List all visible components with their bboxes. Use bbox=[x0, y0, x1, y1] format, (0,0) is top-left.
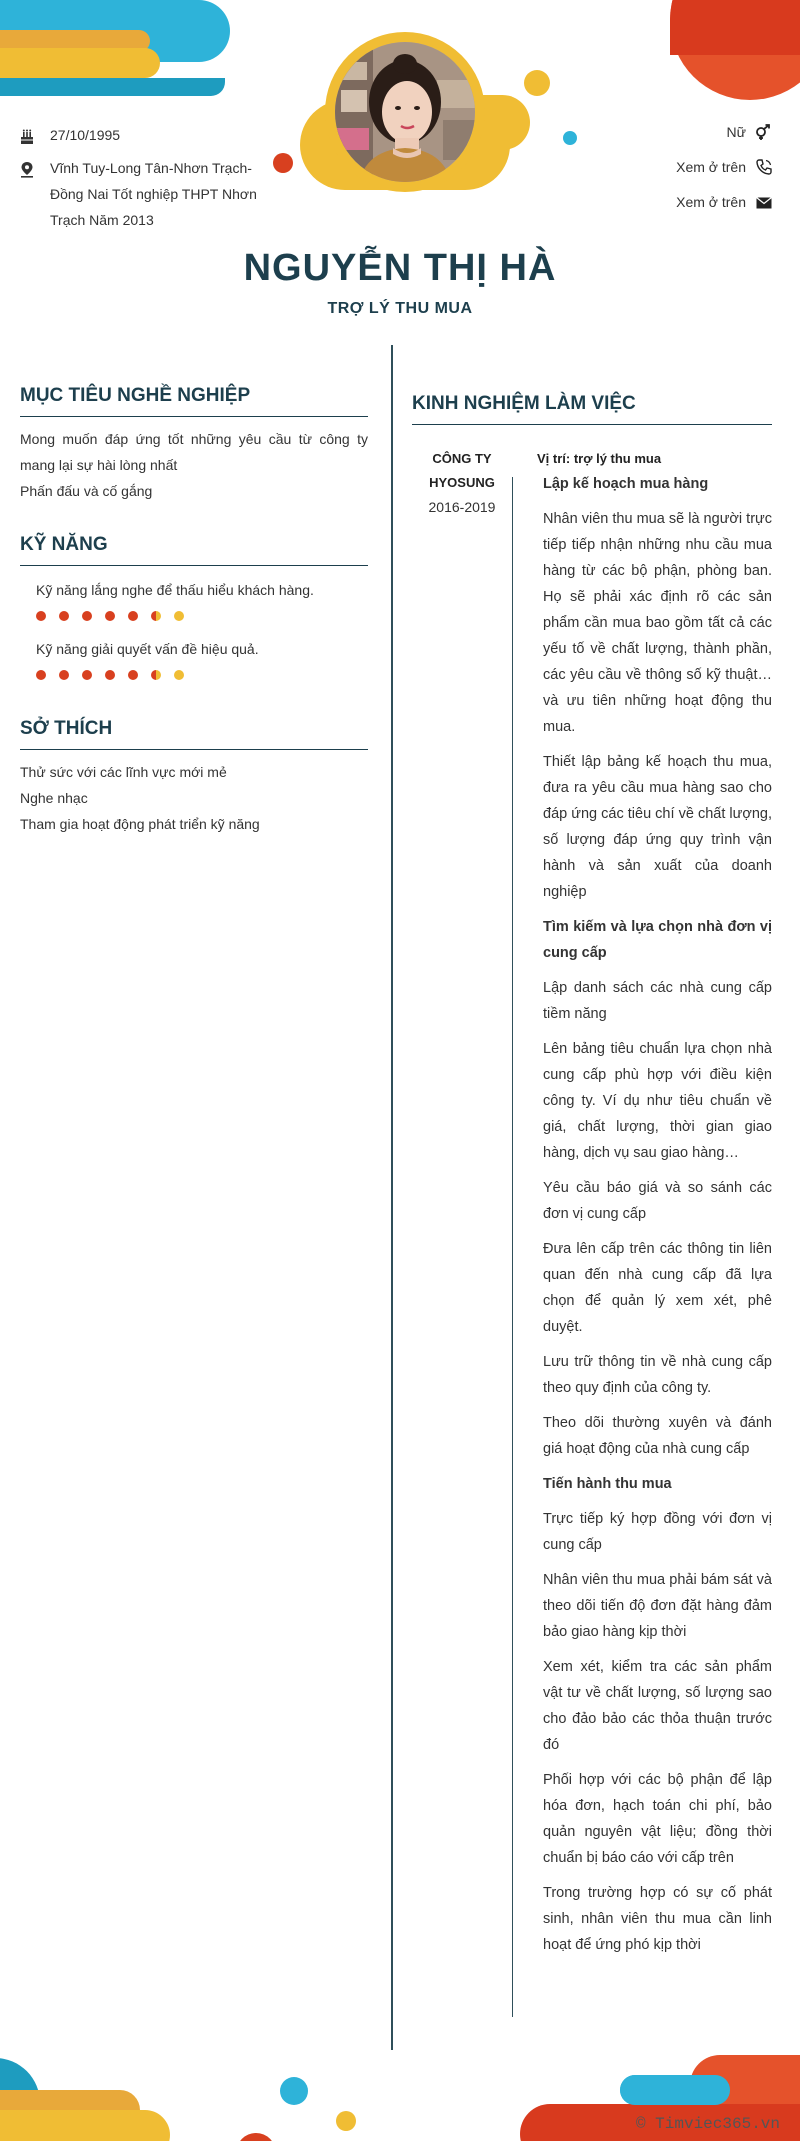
contact-right bbox=[572, 122, 772, 226]
task-item: Lập danh sách các nhà cung cấp tiềm năng bbox=[543, 980, 772, 1022]
skill-rating-dot bbox=[82, 611, 92, 621]
email-row bbox=[572, 192, 772, 214]
company-name-line1: CÔNG TY bbox=[432, 451, 492, 466]
contact-left bbox=[20, 122, 270, 235]
task-item: Nhân viên thu mua phải bám sát và theo dõi tiến độ đơn đặt hàng đảm bảo giao hàng kịp thời bbox=[543, 1572, 772, 1640]
hobby-item: Nghe nhạc bbox=[20, 790, 88, 806]
task-item: Lên bảng tiêu chuẩn lựa chọn nhà cung cấp phù hợp với điều kiện công ty. Ví dụ như tiêu chuẩn về giá, chất lượng, thời gian giao hàng, dịch vụ sau giao hàng… bbox=[543, 1041, 772, 1161]
right-column bbox=[412, 393, 772, 1958]
skill-rating-dot bbox=[82, 670, 92, 680]
task-item: Trong trường hợp có sự cố phát sinh, nhân viên thu mua cần linh hoạt để ứng phó kịp thời bbox=[543, 1885, 772, 1953]
skill-rating-dot bbox=[128, 611, 138, 621]
column-divider bbox=[391, 345, 393, 2050]
skill-rating-dot bbox=[36, 670, 46, 680]
envelope-icon bbox=[746, 192, 772, 214]
gender-row bbox=[572, 122, 772, 145]
address-value: Vĩnh Tuy-Long Tân-Nhơn Trạch-Đồng Nai Tốt nghiệp THPT Nhơn Trạch Năm 2013 bbox=[50, 160, 257, 228]
objective-section bbox=[20, 385, 368, 504]
left-column bbox=[20, 385, 368, 867]
hobbies-title: SỞ THÍCH bbox=[20, 718, 368, 750]
skill-rating bbox=[36, 670, 368, 680]
skill-rating-dot bbox=[105, 670, 115, 680]
skill-rating-dot bbox=[36, 611, 46, 621]
location-pin-icon bbox=[20, 155, 50, 186]
full-name: NGUYỄN THỊ HÀ bbox=[243, 247, 557, 289]
hobby-item: Thử sức với các lĩnh vực mới mẻ bbox=[20, 764, 227, 780]
objective-line: Phấn đấu và cố gắng bbox=[20, 483, 153, 499]
skill-rating-dot bbox=[59, 611, 69, 621]
experience-position: Vị trí: trợ lý thu mua bbox=[537, 451, 662, 466]
job-title: TRỢ LÝ THU MUA bbox=[327, 300, 473, 317]
task-item: Trực tiếp ký hợp đồng với đơn vị cung cấp bbox=[543, 1511, 772, 1553]
phone-row bbox=[572, 157, 772, 180]
skill-rating-dot bbox=[105, 611, 115, 621]
experience-years: 2016-2019 bbox=[428, 499, 496, 515]
task-item: Nhân viên thu mua sẽ là người trực tiếp tiếp nhận những nhu cầu mua hàng từ các bộ phận, phòng ban. Họ sẽ phải xác định rõ các sản phẩm cần mua bao gồm tất cả các yếu tố về chất lượng, thành phần, các yêu cầu về thông số kỹ thuật… và ưu tiên những hoạt động thu mua. bbox=[543, 511, 772, 735]
birthday-cake-icon bbox=[20, 122, 50, 153]
skill-rating bbox=[36, 611, 368, 621]
experience-details bbox=[537, 447, 772, 1958]
birthday-value: 27/10/1995 bbox=[50, 127, 121, 143]
phone-value[interactable]: Xem ở trên bbox=[676, 159, 746, 175]
objective-line: Mong muốn đáp ứng tốt những yêu cầu từ công ty mang lại sự hài lòng nhất bbox=[20, 431, 368, 473]
task-heading: Tìm kiếm và lựa chọn nhà đơn vị cung cấp bbox=[543, 919, 772, 961]
task-item: Đưa lên cấp trên các thông tin liên quan đến nhà cung cấp đã lựa chọn để quản lý xem xét, phê duyệt. bbox=[543, 1241, 772, 1335]
address-row bbox=[20, 155, 270, 233]
skill-name: Kỹ năng giải quyết vấn đề hiệu quả. bbox=[36, 641, 259, 657]
skills-section bbox=[20, 534, 368, 680]
task-heading: Tiến hành thu mua bbox=[543, 1476, 672, 1492]
gender-value: Nữ bbox=[726, 124, 746, 140]
footer-brand: © Timviec365.vn bbox=[635, 2115, 780, 2133]
skill-rating-dot bbox=[59, 670, 69, 680]
task-item: Lưu trữ thông tin về nhà cung cấp theo quy định của công ty. bbox=[543, 1354, 772, 1396]
skills-title: KỸ NĂNG bbox=[20, 534, 368, 566]
objective-title: MỤC TIÊU NGHỀ NGHIỆP bbox=[20, 385, 368, 417]
task-item: Xem xét, kiểm tra các sản phẩm vật tư về chất lượng, số lượng sao cho đảo bảo các thỏa thuận trước đó bbox=[543, 1659, 772, 1753]
task-item: Theo dõi thường xuyên và đánh giá hoạt động của nhà cung cấp bbox=[543, 1415, 772, 1457]
hobbies-section bbox=[20, 718, 368, 837]
task-item: Thiết lập bảng kế hoạch thu mua, đưa ra yêu cầu mua hàng sao cho đáp ứng các tiêu chí về chất lượng, số lượng đáp ứng quy trình vận hành và sản xuất của doanh nghiệp bbox=[543, 754, 772, 900]
skill-rating-dot bbox=[151, 670, 161, 680]
experience-timeline-line bbox=[512, 477, 513, 2017]
birthday-row bbox=[20, 122, 270, 153]
avatar-frame bbox=[325, 32, 485, 192]
phone-icon bbox=[746, 157, 772, 180]
email-value[interactable]: Xem ở trên bbox=[676, 194, 746, 210]
skill-rating-dot bbox=[174, 670, 184, 680]
skill-rating-dot bbox=[151, 611, 161, 621]
skill-item bbox=[20, 639, 368, 680]
company-name-line2: HYOSUNG bbox=[429, 475, 495, 490]
avatar bbox=[335, 42, 475, 182]
skill-name: Kỹ năng lắng nghe để thấu hiểu khách hàng. bbox=[36, 582, 314, 598]
experience-title: KINH NGHIỆM LÀM VIỆC bbox=[412, 393, 772, 425]
task-item: Yêu cầu báo giá và so sánh các đơn vị cung cấp bbox=[543, 1180, 772, 1222]
experience-meta bbox=[412, 447, 512, 519]
skill-rating-dot bbox=[128, 670, 138, 680]
skill-rating-dot bbox=[174, 611, 184, 621]
skill-item bbox=[20, 580, 368, 621]
task-item: Phối hợp với các bộ phận để lập hóa đơn, hạch toán chi phí, bảo quản nguyên vật liệu; đồng thời chuẩn bị báo cáo với cấp trên bbox=[543, 1772, 772, 1866]
hobby-item: Tham gia hoạt động phát triển kỹ năng bbox=[20, 816, 260, 832]
gender-icon bbox=[746, 122, 772, 145]
experience-entry bbox=[412, 447, 772, 1958]
task-list bbox=[537, 471, 772, 1958]
task-heading: Lập kế hoạch mua hàng bbox=[543, 476, 709, 492]
